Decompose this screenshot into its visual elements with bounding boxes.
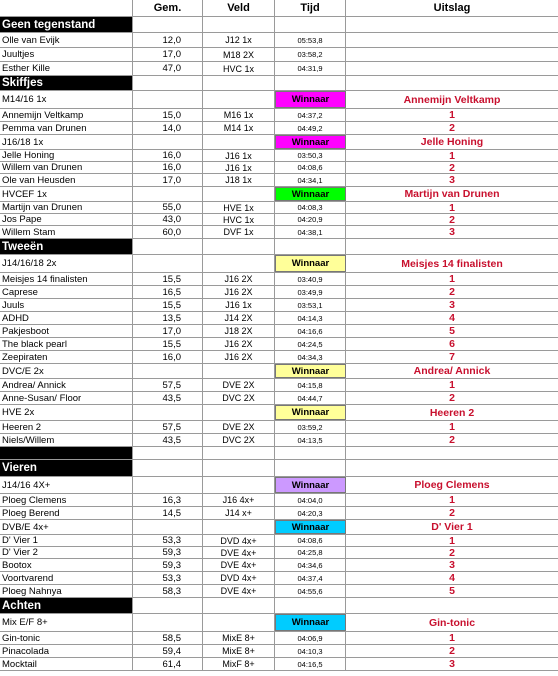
tijd-cell	[275, 76, 346, 90]
tijd-cell: 03:49,9	[275, 286, 346, 298]
gem-cell: 12,0	[133, 33, 203, 47]
veld-cell: J14 2X	[203, 312, 275, 324]
table-row	[0, 150, 558, 162]
veld-cell: MixF 8+	[203, 658, 275, 670]
table-row	[0, 174, 558, 187]
gem-cell: 43,0	[133, 214, 203, 225]
section-title: Vieren	[0, 460, 133, 476]
table-row	[0, 645, 558, 658]
name-cell: Bootox	[0, 559, 133, 571]
winnaar-badge: Winnaar	[275, 520, 346, 534]
result-cell: 1	[449, 150, 455, 161]
table-row	[0, 122, 558, 135]
gem-cell: 47,0	[133, 62, 203, 75]
section-header-row	[0, 460, 558, 477]
gem-cell: 59,4	[133, 645, 203, 657]
name-cell: Juultjes	[0, 48, 133, 61]
result-cell: 3	[449, 226, 455, 238]
result-cell: 7	[449, 351, 455, 363]
veld-cell	[203, 91, 275, 108]
tijd-cell: 04:15,8	[275, 379, 346, 391]
name-cell: Heeren 2	[0, 421, 133, 433]
gem-cell	[133, 239, 203, 254]
tijd-cell: 03:53,1	[275, 299, 346, 311]
name-cell: Jos Pape	[0, 214, 133, 225]
gem-cell	[133, 187, 203, 201]
result-cell: 2	[449, 286, 455, 298]
table-row	[0, 273, 558, 286]
veld-cell: M14 1x	[203, 122, 275, 134]
gem-cell	[133, 91, 203, 108]
name-cell: Jelle Honing	[0, 150, 133, 161]
veld-cell: HVC 1x	[203, 214, 275, 225]
gem-cell: 43,5	[133, 434, 203, 446]
gem-cell	[133, 460, 203, 476]
tijd-cell: 04:37,4	[275, 572, 346, 584]
veld-cell: J18 2X	[203, 325, 275, 337]
tijd-cell: 05:53,8	[275, 33, 346, 47]
gem-cell: 59,3	[133, 547, 203, 558]
veld-cell	[203, 447, 275, 459]
result-cell: 1	[449, 421, 455, 433]
result-cell	[346, 239, 558, 254]
name-cell: Andrea/ Annick	[0, 379, 133, 391]
gem-cell: 17,0	[133, 48, 203, 61]
veld-cell	[203, 135, 275, 149]
result-cell: 1	[449, 273, 455, 285]
gem-cell: 15,5	[133, 299, 203, 311]
veld-cell	[203, 364, 275, 378]
name-cell: The black pearl	[0, 338, 133, 350]
gem-cell: 17,0	[133, 325, 203, 337]
rows-container	[0, 17, 558, 671]
tijd-cell: 03:40,9	[275, 273, 346, 285]
result-cell	[346, 447, 558, 459]
section-title: Geen tegenstand	[0, 17, 133, 32]
gem-cell: 17,0	[133, 174, 203, 186]
winner-name: Jelle Honing	[420, 136, 484, 148]
veld-cell: J16 2X	[203, 286, 275, 298]
result-cell: 2	[449, 547, 455, 558]
veld-cell: J16 1x	[203, 150, 275, 161]
winnaar-badge: Winnaar	[275, 187, 346, 201]
table-row	[0, 392, 558, 405]
category-row	[0, 364, 558, 379]
result-cell: 5	[449, 585, 455, 597]
winnaar-badge: Winnaar	[275, 364, 346, 378]
winner-name: Annemijn Veltkamp	[403, 93, 501, 106]
name-cell: Willem van Drunen	[0, 162, 133, 173]
name-cell: D' Vier 2	[0, 547, 133, 558]
name-cell	[0, 447, 133, 459]
result-cell: 2	[449, 392, 455, 404]
winner-name: Ploeg Clemens	[414, 479, 490, 491]
tijd-cell	[275, 17, 346, 32]
veld-cell: J16 1x	[203, 299, 275, 311]
tijd-cell: 04:08,3	[275, 202, 346, 213]
section-header-row	[0, 76, 558, 91]
name-cell: Ole van Heusden	[0, 174, 133, 186]
veld-cell: M18 2X	[203, 48, 275, 61]
result-cell: 2	[449, 434, 455, 446]
result-cell	[346, 76, 558, 90]
gem-cell: 53,3	[133, 535, 203, 546]
tijd-cell	[275, 598, 346, 613]
gem-cell: 15,5	[133, 273, 203, 285]
result-cell: 3	[449, 559, 455, 571]
header-name	[0, 0, 133, 16]
tijd-cell	[275, 447, 346, 459]
tijd-cell: 03:59,2	[275, 421, 346, 433]
table-row	[0, 299, 558, 312]
name-cell: ADHD	[0, 312, 133, 324]
section-header-row	[0, 239, 558, 255]
table-row	[0, 48, 558, 62]
name-cell: Anne-Susan/ Floor	[0, 392, 133, 404]
veld-cell	[203, 187, 275, 201]
header-tijd: Tijd	[275, 0, 346, 16]
tijd-cell: 04:34,6	[275, 559, 346, 571]
header-row	[0, 0, 558, 17]
result-cell	[346, 62, 558, 75]
header-gem: Gem.	[133, 0, 203, 16]
gem-cell: 61,4	[133, 658, 203, 670]
table-row	[0, 434, 558, 447]
tijd-cell: 04:24,5	[275, 338, 346, 350]
tijd-cell	[275, 460, 346, 476]
gem-cell	[133, 17, 203, 32]
name-cell: Ploeg Nahnya	[0, 585, 133, 597]
category-row	[0, 91, 558, 109]
section-title: Skiffjes	[0, 76, 133, 90]
table-row	[0, 312, 558, 325]
table-row	[0, 421, 558, 434]
veld-cell: DVD 4x+	[203, 572, 275, 584]
veld-cell	[203, 614, 275, 631]
tijd-cell: 04:34,3	[275, 351, 346, 363]
veld-cell: J16 1x	[203, 162, 275, 173]
gem-cell: 55,0	[133, 202, 203, 213]
tijd-cell: 04:13,5	[275, 434, 346, 446]
result-cell	[346, 460, 558, 476]
tijd-cell	[275, 239, 346, 254]
table-row	[0, 109, 558, 122]
result-cell	[346, 598, 558, 613]
name-cell: Caprese	[0, 286, 133, 298]
table-row	[0, 286, 558, 299]
name-cell: Juuls	[0, 299, 133, 311]
tijd-cell: 04:49,2	[275, 122, 346, 134]
result-cell: 5	[449, 325, 455, 337]
veld-cell	[203, 405, 275, 420]
name-cell: Martijn van Drunen	[0, 202, 133, 213]
name-cell: M14/16 1x	[0, 91, 133, 108]
veld-cell: DVE 4x+	[203, 585, 275, 597]
veld-cell	[203, 520, 275, 534]
veld-cell: M16 1x	[203, 109, 275, 121]
result-cell	[346, 33, 558, 47]
veld-cell	[203, 255, 275, 272]
veld-cell: J16 2X	[203, 273, 275, 285]
gem-cell	[133, 255, 203, 272]
veld-cell: DVE 2X	[203, 421, 275, 433]
veld-cell: HVC 1x	[203, 62, 275, 75]
result-cell: 1	[449, 494, 455, 506]
spacer-row	[0, 447, 558, 460]
header-veld: Veld	[203, 0, 275, 16]
result-cell	[346, 17, 558, 32]
winner-name: D' Vier 1	[431, 521, 473, 533]
tijd-cell: 04:16,5	[275, 658, 346, 670]
veld-cell: J18 1x	[203, 174, 275, 186]
result-cell: 6	[449, 338, 455, 350]
result-cell: 3	[449, 658, 455, 670]
tijd-cell: 04:37,2	[275, 109, 346, 121]
veld-cell: J12 1x	[203, 33, 275, 47]
tijd-cell: 03:50,3	[275, 150, 346, 161]
result-cell: 1	[449, 535, 455, 546]
veld-cell	[203, 477, 275, 493]
name-cell: J14/16 4X+	[0, 477, 133, 493]
tijd-cell: 03:58,2	[275, 48, 346, 61]
result-cell: 1	[449, 109, 455, 121]
veld-cell: DVC 2X	[203, 434, 275, 446]
name-cell: D' Vier 1	[0, 535, 133, 546]
category-row	[0, 520, 558, 535]
gem-cell: 16,0	[133, 162, 203, 173]
table-row	[0, 214, 558, 226]
gem-cell: 53,3	[133, 572, 203, 584]
tijd-cell: 04:38,1	[275, 226, 346, 238]
gem-cell: 58,5	[133, 632, 203, 644]
gem-cell: 15,5	[133, 338, 203, 350]
gem-cell	[133, 477, 203, 493]
name-cell: HVCEF 1x	[0, 187, 133, 201]
name-cell: Voortvarend	[0, 572, 133, 584]
gem-cell: 60,0	[133, 226, 203, 238]
gem-cell: 58,3	[133, 585, 203, 597]
veld-cell: J16 2X	[203, 338, 275, 350]
winner-name: Gin-tonic	[428, 616, 476, 629]
gem-cell	[133, 447, 203, 459]
gem-cell: 57,5	[133, 379, 203, 391]
winner-name: Andrea/ Annick	[413, 365, 491, 377]
tijd-cell: 04:06,9	[275, 632, 346, 644]
winnaar-badge: Winnaar	[275, 405, 346, 420]
category-row	[0, 255, 558, 273]
tijd-cell: 04:44,7	[275, 392, 346, 404]
result-cell: 2	[449, 645, 455, 657]
winner-name: Martijn van Drunen	[404, 188, 500, 200]
category-row	[0, 187, 558, 202]
category-row	[0, 405, 558, 421]
result-cell: 2	[449, 162, 455, 173]
table-row	[0, 33, 558, 48]
veld-cell: DVD 4x+	[203, 535, 275, 546]
winnaar-badge: Winnaar	[275, 614, 346, 631]
veld-cell: MixE 8+	[203, 645, 275, 657]
section-title: Achten	[0, 598, 133, 613]
gem-cell: 16,5	[133, 286, 203, 298]
table-row	[0, 559, 558, 572]
name-cell: Ploeg Berend	[0, 507, 133, 519]
winnaar-badge: Winnaar	[275, 91, 346, 108]
name-cell: Pakjesboot	[0, 325, 133, 337]
gem-cell: 14,0	[133, 122, 203, 134]
gem-cell: 14,5	[133, 507, 203, 519]
table-row	[0, 585, 558, 598]
name-cell: Ploeg Clemens	[0, 494, 133, 506]
winner-name: Heeren 2	[429, 406, 475, 419]
gem-cell: 13,5	[133, 312, 203, 324]
veld-cell	[203, 17, 275, 32]
table-row	[0, 535, 558, 547]
name-cell: Mocktail	[0, 658, 133, 670]
name-cell: HVE 2x	[0, 405, 133, 420]
name-cell: Zeepiraten	[0, 351, 133, 363]
veld-cell: DVE 4x+	[203, 559, 275, 571]
gem-cell: 43,5	[133, 392, 203, 404]
category-row	[0, 135, 558, 150]
veld-cell	[203, 239, 275, 254]
name-cell: Pemma van Drunen	[0, 122, 133, 134]
name-cell: Gin-tonic	[0, 632, 133, 644]
category-row	[0, 614, 558, 632]
winnaar-badge: Winnaar	[275, 135, 346, 149]
table-row	[0, 62, 558, 76]
gem-cell: 16,0	[133, 150, 203, 161]
veld-cell: HVE 1x	[203, 202, 275, 213]
veld-cell: DVC 2X	[203, 392, 275, 404]
gem-cell	[133, 135, 203, 149]
section-header-row	[0, 598, 558, 614]
gem-cell	[133, 520, 203, 534]
tijd-cell: 04:55,6	[275, 585, 346, 597]
name-cell: Annemijn Veltkamp	[0, 109, 133, 121]
gem-cell	[133, 405, 203, 420]
section-header-row	[0, 17, 558, 33]
table-row	[0, 507, 558, 520]
table-row	[0, 338, 558, 351]
veld-cell	[203, 598, 275, 613]
name-cell: Esther Kille	[0, 62, 133, 75]
gem-cell: 59,3	[133, 559, 203, 571]
gem-cell	[133, 598, 203, 613]
gem-cell	[133, 364, 203, 378]
result-cell: 1	[449, 379, 455, 391]
name-cell: J16/18 1x	[0, 135, 133, 149]
table-row	[0, 226, 558, 239]
tijd-cell: 04:31,9	[275, 62, 346, 75]
table-row	[0, 547, 558, 559]
gem-cell	[133, 614, 203, 631]
name-cell: Willem Stam	[0, 226, 133, 238]
table-row	[0, 632, 558, 645]
tijd-cell: 04:08,6	[275, 535, 346, 546]
veld-cell: DVE 2X	[203, 379, 275, 391]
veld-cell: J16 2X	[203, 351, 275, 363]
name-cell: J14/16/18 2x	[0, 255, 133, 272]
tijd-cell: 04:04,0	[275, 494, 346, 506]
tijd-cell: 04:14,3	[275, 312, 346, 324]
section-title: Tweeën	[0, 239, 133, 254]
header-uitslag: Uitslag	[433, 2, 471, 14]
tijd-cell: 04:16,6	[275, 325, 346, 337]
tijd-cell: 04:25,8	[275, 547, 346, 558]
tijd-cell: 04:10,3	[275, 645, 346, 657]
table-row	[0, 325, 558, 338]
gem-cell: 57,5	[133, 421, 203, 433]
name-cell: Pinacolada	[0, 645, 133, 657]
table-row	[0, 494, 558, 507]
table-row	[0, 162, 558, 174]
result-cell: 2	[449, 507, 455, 519]
veld-cell: DVE 4x+	[203, 547, 275, 558]
tijd-cell: 04:08,6	[275, 162, 346, 173]
table-row	[0, 572, 558, 585]
name-cell: Olle van Evijk	[0, 33, 133, 47]
winner-name: Meisjes 14 finalisten	[401, 257, 503, 270]
result-cell: 1	[449, 632, 455, 644]
gem-cell	[133, 76, 203, 90]
tijd-cell: 04:20,3	[275, 507, 346, 519]
gem-cell: 16,3	[133, 494, 203, 506]
result-cell: 2	[449, 214, 455, 225]
veld-cell	[203, 460, 275, 476]
result-cell: 1	[449, 202, 455, 213]
table-row	[0, 658, 558, 671]
winnaar-badge: Winnaar	[275, 477, 346, 493]
name-cell: DVB/E 4x+	[0, 520, 133, 534]
name-cell: Mix E/F 8+	[0, 614, 133, 631]
result-cell: 3	[449, 174, 455, 186]
name-cell: DVC/E 2x	[0, 364, 133, 378]
veld-cell: MixE 8+	[203, 632, 275, 644]
veld-cell	[203, 76, 275, 90]
table-row	[0, 379, 558, 392]
veld-cell: J16 4x+	[203, 494, 275, 506]
result-cell: 3	[449, 299, 455, 311]
veld-cell: J14 x+	[203, 507, 275, 519]
gem-cell: 15,0	[133, 109, 203, 121]
tijd-cell: 04:34,1	[275, 174, 346, 186]
name-cell: Niels/Willem	[0, 434, 133, 446]
result-cell: 4	[449, 312, 455, 324]
category-row	[0, 477, 558, 494]
tijd-cell: 04:20,9	[275, 214, 346, 225]
table-row	[0, 202, 558, 214]
result-cell: 4	[449, 572, 455, 584]
result-cell: 2	[449, 122, 455, 134]
winnaar-badge: Winnaar	[275, 255, 346, 272]
gem-cell: 16,0	[133, 351, 203, 363]
result-cell	[346, 48, 558, 61]
table-row	[0, 351, 558, 364]
name-cell: Meisjes 14 finalisten	[0, 273, 133, 285]
veld-cell: DVF 1x	[203, 226, 275, 238]
